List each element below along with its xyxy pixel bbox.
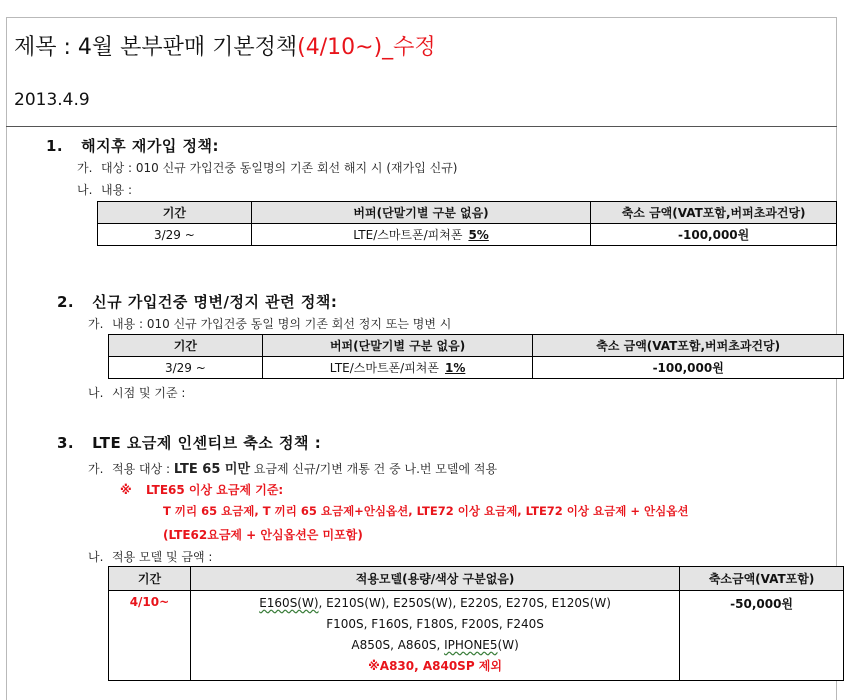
- model-name: E160S(W): [259, 596, 319, 610]
- buffer-percent: 1%: [444, 361, 466, 375]
- header-period: 기간: [98, 202, 252, 224]
- section2-heading-text: 신규 가입건중 명변/정지 관련 정책:: [92, 293, 338, 311]
- section2-policy-table: [108, 334, 844, 379]
- title-revision: (4/10~)_수정: [297, 35, 436, 60]
- table-header-row: [98, 202, 837, 224]
- header-amount: 축소 금액(VAT포함,버퍼초과건당): [591, 202, 837, 224]
- cell-buffer: [251, 224, 590, 246]
- section3-note-heading: [120, 481, 283, 498]
- device-types: LTE/스마트폰/피쳐폰: [329, 361, 439, 375]
- item-marker: 나.: [88, 550, 104, 564]
- item-text: 내용 : 010 신규 가입건중 동일 명의 기존 회선 정지 또는 명변 시: [112, 317, 452, 331]
- section3-item-ga: [88, 458, 497, 477]
- item-text-tail: 요금제 신규/기변 개통 건 중 나.번 모델에 적용: [253, 462, 498, 476]
- item-marker: 가.: [88, 317, 104, 331]
- section1-item-ga: [77, 159, 457, 176]
- header-period: 기간: [109, 567, 191, 591]
- document-title: [14, 30, 436, 61]
- item-marker: 나.: [88, 386, 104, 400]
- cell-period: 4/10~: [109, 591, 191, 681]
- model-suffix: (W): [497, 638, 519, 652]
- model-name: IPHONE5: [444, 638, 498, 652]
- section3-heading: [57, 432, 321, 453]
- cell-amount: -100,000원: [591, 224, 837, 246]
- section3-heading-text: LTE 요금제 인센티브 축소 정책 :: [92, 434, 322, 452]
- section2-item-ga: [88, 315, 451, 332]
- section1-policy-table: [97, 201, 837, 246]
- header-amount: 축소 금액(VAT포함,버퍼초과건당): [533, 335, 844, 357]
- section2-heading: [57, 291, 337, 312]
- header-divider: [6, 126, 837, 127]
- section3-policy-table: [108, 566, 844, 681]
- item-emphasis: LTE 65 미만: [173, 462, 251, 477]
- device-types: LTE/스마트폰/피쳐폰: [353, 228, 463, 242]
- note-heading-text: LTE65 이상 요금제 기준:: [146, 483, 284, 497]
- model-list: A850S, A860S,: [351, 638, 445, 652]
- item-text: 적용 모델 및 금액 :: [112, 550, 213, 564]
- section3-item-na: [88, 548, 212, 565]
- cell-amount: -50,000원: [680, 591, 844, 681]
- header-period: 기간: [109, 335, 263, 357]
- section1-heading-text: 해지후 재가입 정책:: [81, 137, 220, 155]
- cell-period: 3/29 ~: [109, 357, 263, 379]
- cell-buffer: [262, 357, 533, 379]
- note-marker: ※: [120, 483, 132, 497]
- item-marker: 가.: [88, 462, 104, 476]
- model-list: , E210S(W), E250S(W), E220S, E270S, E120S(W): [318, 596, 611, 610]
- title-main: 제목 : 4월 본부판매 기본정책: [14, 35, 298, 60]
- section1-number: 1.: [46, 137, 64, 155]
- table-header-row: [109, 335, 844, 357]
- section2-number: 2.: [57, 293, 75, 311]
- header-buffer: 버퍼(단말기별 구분 없음): [251, 202, 590, 224]
- header-models: 적용모델(용량/색상 구분없음): [190, 567, 679, 591]
- table-row: [109, 357, 844, 379]
- cell-period: 3/29 ~: [98, 224, 252, 246]
- item-marker: 가.: [77, 161, 93, 175]
- header-buffer: 버퍼(단말기별 구분 없음): [262, 335, 533, 357]
- header-amount: 축소금액(VAT포함): [680, 567, 844, 591]
- models-line-1: [191, 593, 679, 614]
- section3-note-line2: (LTE62요금제 + 안심옵션은 미포함): [163, 528, 363, 542]
- item-text: 적용 대상 :: [112, 462, 171, 476]
- item-text: 내용 :: [101, 183, 133, 197]
- table-row: [98, 224, 837, 246]
- section1-item-na: [77, 181, 132, 198]
- item-marker: 나.: [77, 183, 93, 197]
- section2-item-na: [88, 384, 185, 401]
- section1-heading: [46, 135, 219, 156]
- document-date: 2013.4.9: [14, 90, 90, 110]
- buffer-percent: 5%: [468, 228, 489, 242]
- models-line-3: [191, 635, 679, 656]
- cell-amount: -100,000원: [533, 357, 844, 379]
- models-line-2: F100S, F160S, F180S, F200S, F240S: [326, 617, 544, 631]
- table-header-row: [109, 567, 844, 591]
- section3-note-line1: T 끼리 65 요금제, T 끼리 65 요금제+안심옵션, LTE72 이상 요금제, LTE72 이상 요금제 + 안심옵션: [163, 504, 689, 518]
- item-text: 시점 및 기준 :: [112, 386, 186, 400]
- item-text: 대상 : 010 신규 가입건중 동일명의 기존 회선 해지 시 (재가입 신규): [101, 161, 458, 175]
- models-exclusion: ※A830, A840SP 제외: [368, 659, 502, 673]
- section3-number: 3.: [57, 434, 75, 452]
- table-row: [109, 591, 844, 681]
- cell-models: [190, 591, 679, 681]
